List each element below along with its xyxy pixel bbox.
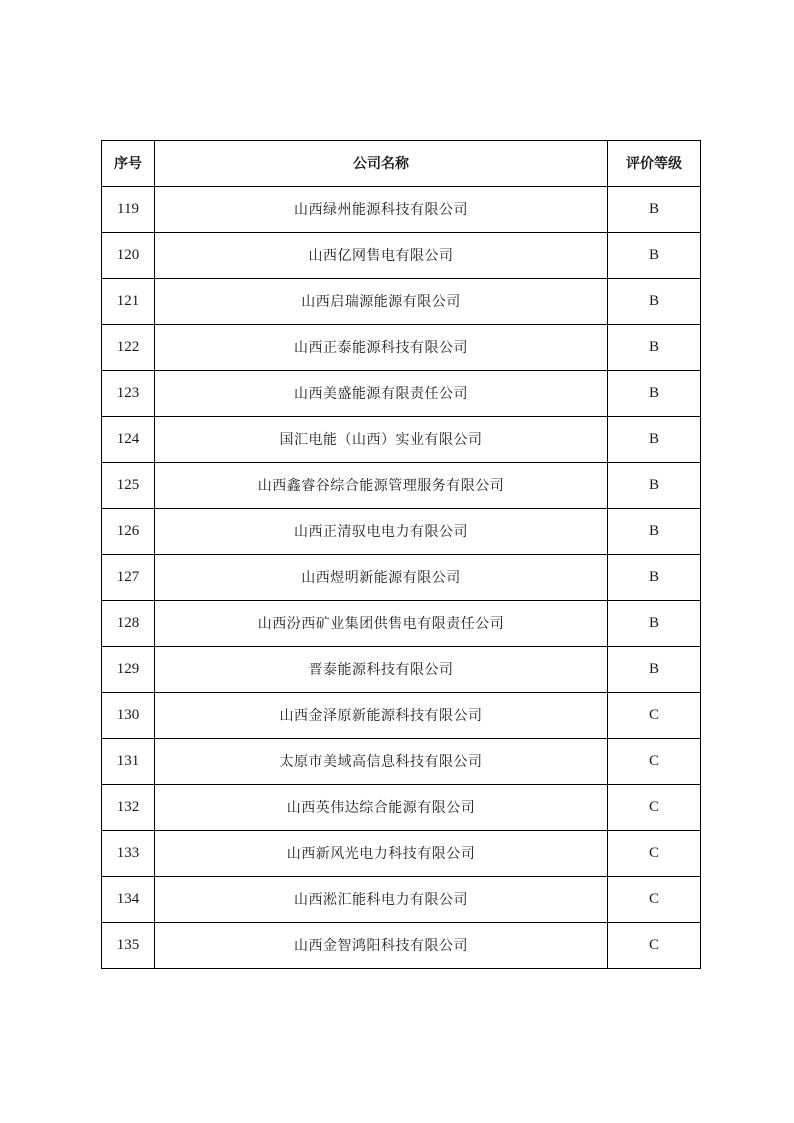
table-row: [102, 923, 701, 969]
row-grade: C: [608, 923, 701, 969]
row-grade: B: [608, 325, 701, 371]
row-company-name: 山西金智鸿阳科技有限公司: [155, 923, 608, 969]
row-grade: B: [608, 187, 701, 233]
row-company-name: 山西绿州能源科技有限公司: [155, 187, 608, 233]
row-company-name: 山西新风光电力科技有限公司: [155, 831, 608, 877]
row-grade: B: [608, 555, 701, 601]
row-company-name: 山西汾西矿业集团供售电有限责任公司: [155, 601, 608, 647]
row-index: 134: [102, 877, 155, 923]
row-grade: C: [608, 739, 701, 785]
header-rating-grade: 评价等级: [608, 141, 701, 187]
row-company-name: 国汇电能（山西）实业有限公司: [155, 417, 608, 463]
row-index: 123: [102, 371, 155, 417]
row-company-name: 山西淞汇能科电力有限公司: [155, 877, 608, 923]
row-index: 122: [102, 325, 155, 371]
row-grade: B: [608, 463, 701, 509]
row-company-name: 山西正泰能源科技有限公司: [155, 325, 608, 371]
row-grade: B: [608, 647, 701, 693]
row-index: 135: [102, 923, 155, 969]
row-index: 126: [102, 509, 155, 555]
row-grade: B: [608, 371, 701, 417]
row-company-name: 山西正清驭电电力有限公司: [155, 509, 608, 555]
row-grade: C: [608, 831, 701, 877]
table-row: [102, 877, 701, 923]
row-company-name: 山西鑫睿谷综合能源管理服务有限公司: [155, 463, 608, 509]
table-row: [102, 647, 701, 693]
company-rating-table: [101, 140, 701, 969]
table-row: [102, 831, 701, 877]
row-grade: C: [608, 785, 701, 831]
header-index: 序号: [102, 141, 155, 187]
table-header-row: [102, 141, 701, 187]
row-grade: C: [608, 693, 701, 739]
row-index: 127: [102, 555, 155, 601]
table-row: [102, 693, 701, 739]
table-row: [102, 371, 701, 417]
table-row: [102, 325, 701, 371]
row-company-name: 山西亿网售电有限公司: [155, 233, 608, 279]
row-company-name: 晋泰能源科技有限公司: [155, 647, 608, 693]
row-index: 133: [102, 831, 155, 877]
header-company-name: 公司名称: [155, 141, 608, 187]
row-grade: B: [608, 601, 701, 647]
row-index: 132: [102, 785, 155, 831]
table-row: [102, 785, 701, 831]
table-row: [102, 555, 701, 601]
table-row: [102, 233, 701, 279]
row-index: 128: [102, 601, 155, 647]
row-grade: B: [608, 417, 701, 463]
table-row: [102, 601, 701, 647]
document-page: [101, 140, 700, 969]
table-row: [102, 739, 701, 785]
row-grade: B: [608, 509, 701, 555]
table-row: [102, 279, 701, 325]
row-index: 130: [102, 693, 155, 739]
row-company-name: 太原市美域高信息科技有限公司: [155, 739, 608, 785]
row-grade: B: [608, 279, 701, 325]
row-index: 119: [102, 187, 155, 233]
row-company-name: 山西煜明新能源有限公司: [155, 555, 608, 601]
row-company-name: 山西启瑞源能源有限公司: [155, 279, 608, 325]
row-index: 124: [102, 417, 155, 463]
table-row: [102, 509, 701, 555]
row-grade: C: [608, 877, 701, 923]
row-grade: B: [608, 233, 701, 279]
row-index: 121: [102, 279, 155, 325]
row-index: 125: [102, 463, 155, 509]
row-company-name: 山西金泽原新能源科技有限公司: [155, 693, 608, 739]
row-index: 120: [102, 233, 155, 279]
table-row: [102, 187, 701, 233]
row-index: 129: [102, 647, 155, 693]
row-index: 131: [102, 739, 155, 785]
row-company-name: 山西英伟达综合能源有限公司: [155, 785, 608, 831]
row-company-name: 山西美盛能源有限责任公司: [155, 371, 608, 417]
table-row: [102, 463, 701, 509]
table-row: [102, 417, 701, 463]
